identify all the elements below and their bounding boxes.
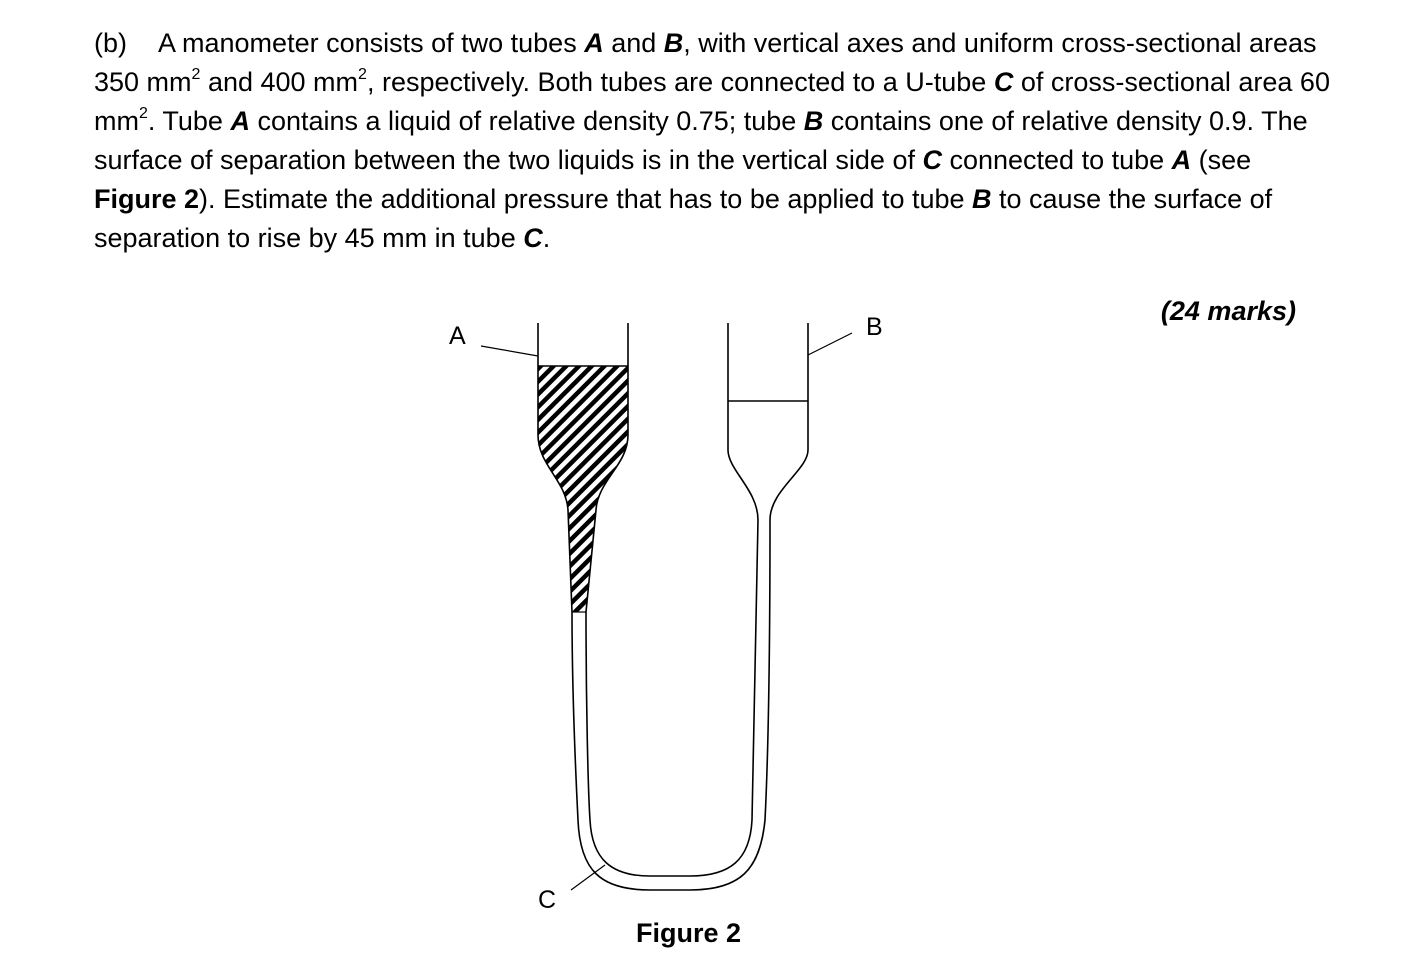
question-text-segment: . Tube xyxy=(147,106,231,136)
question-text-segment: (see xyxy=(1191,145,1252,175)
tube-label-a: A xyxy=(449,322,466,350)
tube-c-ref: C xyxy=(993,67,1014,97)
question-text-segment: , with vertical axes and uniform cross-sectional areas 350 mm xyxy=(94,28,1317,97)
question-text-segment: . xyxy=(542,223,551,253)
question-text-segment: of cross-sectional area 60 mm xyxy=(94,67,1330,136)
leader-line-a xyxy=(481,346,538,356)
superscript: 2 xyxy=(358,66,367,83)
question-text-segment: ). Estimate the additional pressure that has to be applied to tube xyxy=(199,184,973,214)
tube-c-ref: C xyxy=(523,223,543,253)
superscript: 2 xyxy=(191,66,201,83)
question-text-segment: connected to tube xyxy=(941,145,1172,175)
question-text-segment: contains one of relative density 0.9. The surface of separation between the two liquids is in the vertical side of xyxy=(94,106,1308,175)
tube-a-ref: A xyxy=(230,106,250,136)
marks-label: (24 marks) xyxy=(1160,296,1296,326)
tube-b-ref: B xyxy=(803,106,824,136)
tube-b-ref: B xyxy=(663,28,684,58)
tube-label-b: B xyxy=(866,313,883,341)
leader-line-b xyxy=(808,333,852,355)
question-part-label: (b) xyxy=(94,28,127,58)
liquid-a-hatch xyxy=(530,360,640,620)
tube-a-ref: A xyxy=(584,28,604,58)
figure-reference: Figure 2 xyxy=(94,184,200,214)
question-text-segment: contains a liquid of relative density 0.75; tube xyxy=(249,106,804,136)
figure-caption: Figure 2 xyxy=(636,918,742,948)
question-text-segment: to cause the surface of separation to rise by 45 mm in tube xyxy=(94,184,1273,253)
question-text-segment: and xyxy=(603,28,664,58)
question-text-segment: A manometer consists of two tubes xyxy=(158,28,585,58)
superscript: 2 xyxy=(138,105,148,122)
question-text-segment: and 400 mm xyxy=(200,67,359,97)
tube-c-ref: C xyxy=(922,145,942,175)
question-text-segment: , respectively. Both tubes are connected to a U-tube xyxy=(366,67,994,97)
tube-a-ref: A xyxy=(1171,145,1192,175)
tube-label-c: C xyxy=(538,886,557,914)
tube-b-ref: B xyxy=(972,184,992,214)
